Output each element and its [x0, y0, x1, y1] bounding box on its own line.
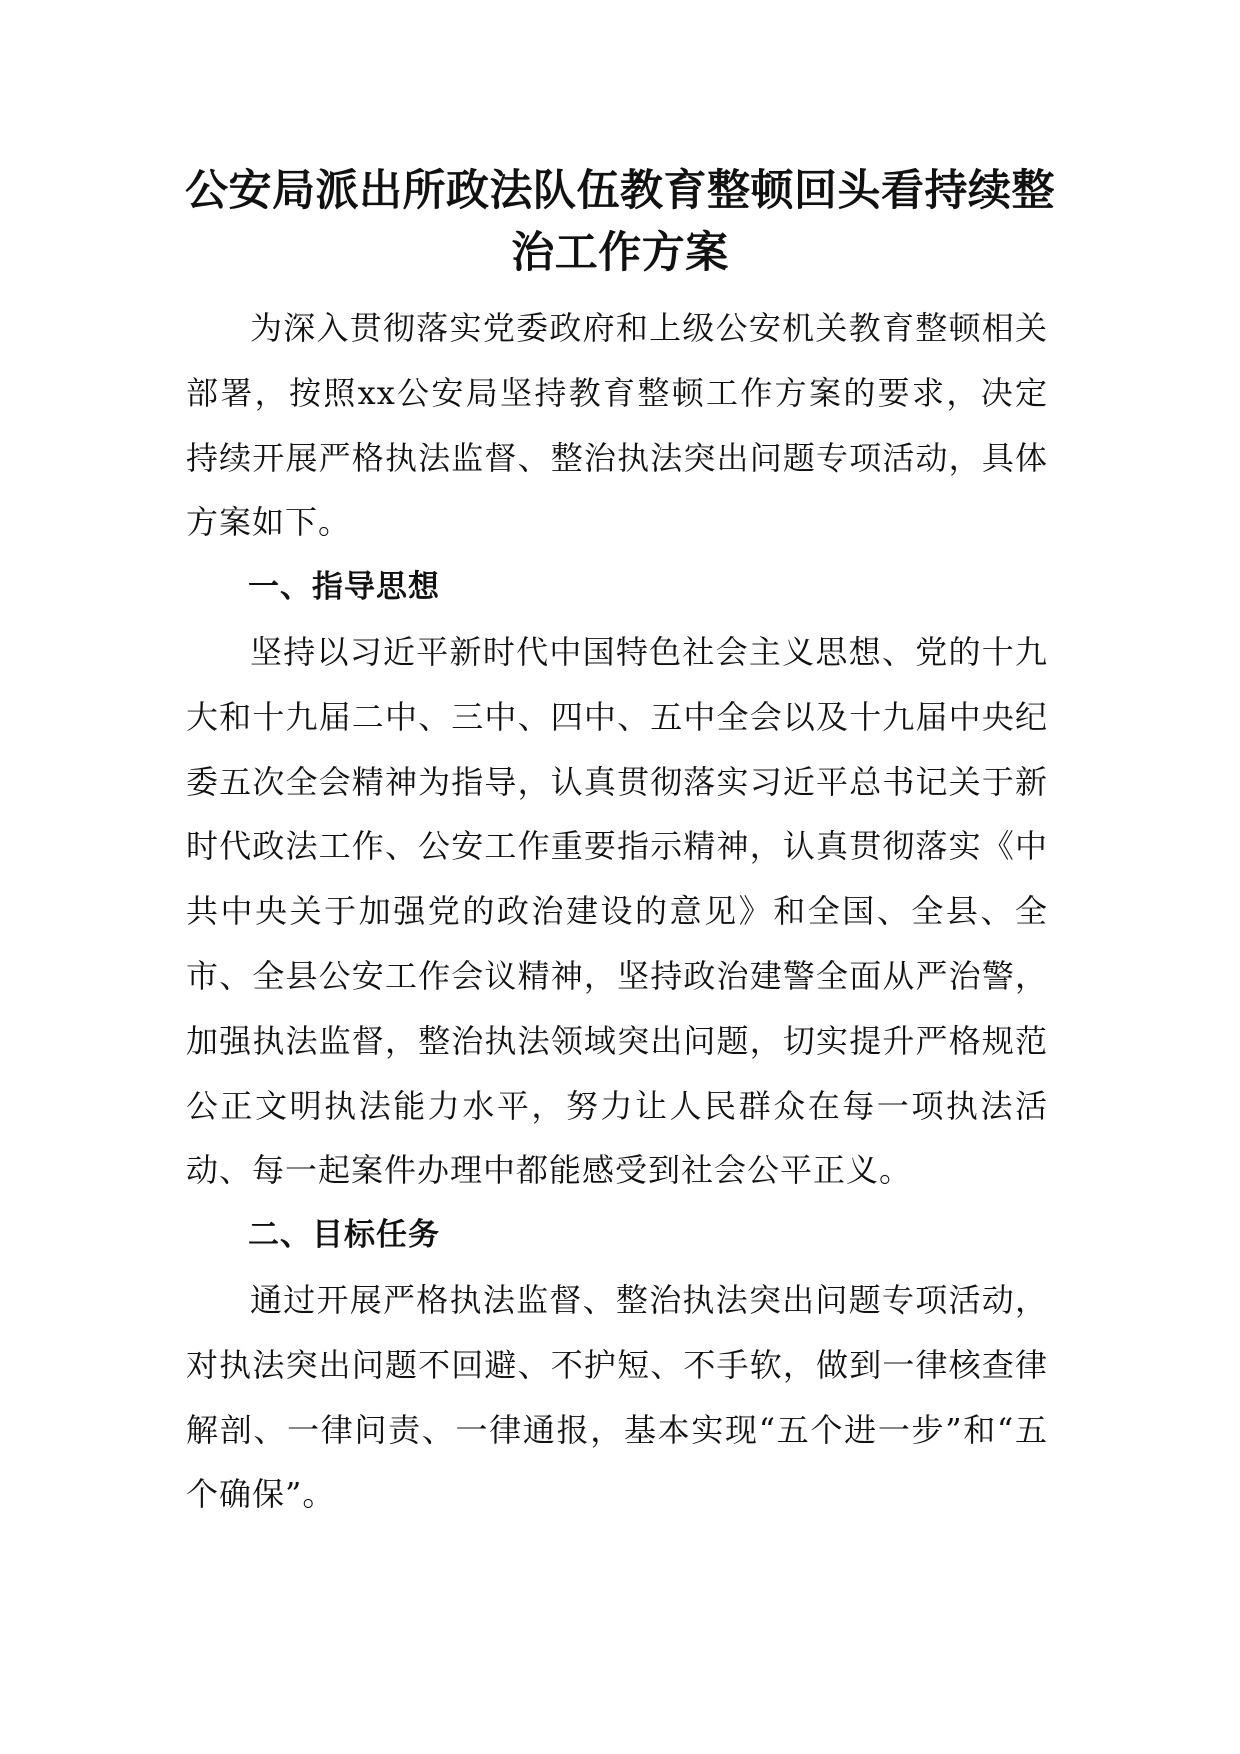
section-paragraph-goals-tasks: 通过开展严格执法监督、整治执法突出问题专项活动，对执法突出问题不回避、不护短、不手软，做到一律核查律解剖、一律问责、一律通报，基本实现“五个进一步”和“五个确保”。 [186, 1280, 1048, 1514]
section-paragraph-guiding-ideology: 坚持以习近平新时代中国特色社会主义思想、党的十九大和十九届二中、三中、四中、五中全会以及十九届中央纪委五次全会精神为指导，认真贯彻落实习近平总书记关于新时代政法工作、公安工作重要指示精神，认真贯彻落实《中共中央关于加强党的政治建设的意见》和全国、全县、全市、全县公安工作会议精神，坚持政治建警全面从严治警，加强执法监督，整治执法领域突出问题，切实提升严格规范公正文明执法能力水平，努力让人民群众在每一项执法活动、每一起案件办理中都能感受到社会公平正义。 [186, 632, 1048, 1190]
document-title: 公安局派出所政法队伍教育整顿回头看持续整治工作方案 [185, 166, 1055, 278]
section-heading-guiding-ideology: 一、指导思想 [248, 569, 440, 606]
document-body [186, 296, 1048, 1527]
intro-paragraph: 为深入贯彻落实党委政府和上级公安机关教育整顿相关部署，按照xx公安局坚持教育整顿工作方案的要求，决定持续开展严格执法监督、整治执法突出问题专项活动，具体方案如下。 [186, 309, 1048, 542]
section-heading-goals-tasks: 二、目标任务 [248, 1217, 440, 1254]
